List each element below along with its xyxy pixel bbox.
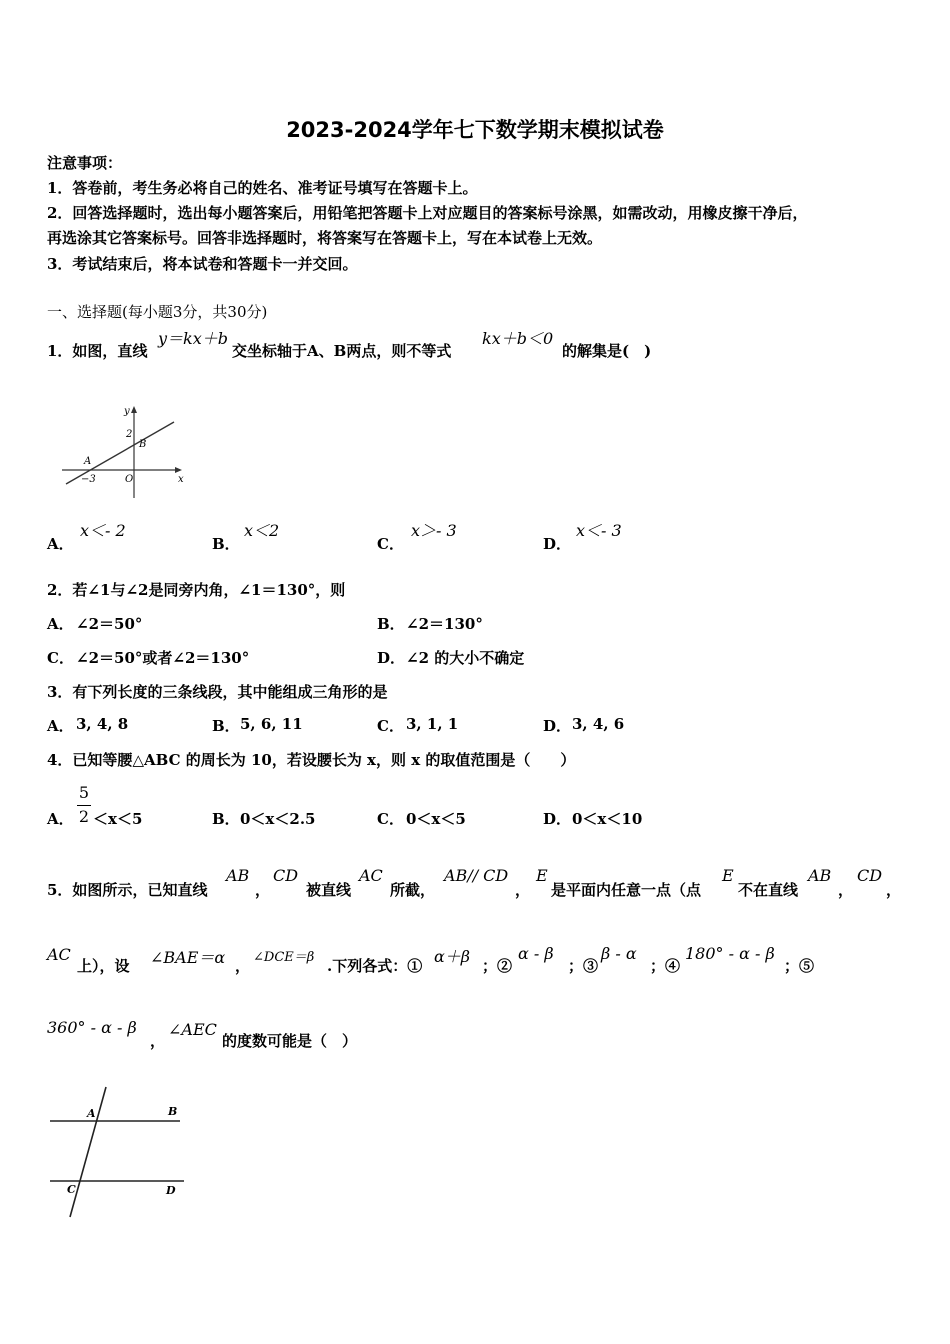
notice-item-2: 2．回答选择题时，选出每小题答案后，用铅笔把答题卡上对应题目的答案标号涂黑，如需改动，用橡皮擦干净后， — [47, 204, 808, 222]
q5-math-E2: E — [722, 866, 734, 885]
q5-line1-prefix: 5．如图所示，已知直线 — [47, 881, 208, 899]
notice-heading: 注意事项： — [47, 154, 123, 172]
q5-math-angle-BAE: ∠BAE＝α — [150, 948, 226, 967]
q4-option-a-label: A． — [47, 810, 74, 828]
label-minus3: −3 — [81, 474, 96, 485]
q5-math-CD: CD — [273, 866, 299, 885]
q4-fraction-numerator: 5 — [78, 783, 90, 802]
q5-math-E: E — [536, 866, 548, 885]
q5-text-shang: 上），设 — [77, 957, 130, 975]
q4-fraction-bar — [77, 805, 91, 806]
q5-text-notonline: 不在直线 — [738, 881, 799, 899]
point-C: C — [67, 1183, 76, 1196]
point-A: A — [87, 1107, 96, 1120]
q5-comma-5: ， — [235, 957, 251, 975]
q5-text-ending: 的度数可能是（ ） — [222, 1032, 358, 1050]
q3-option-d-label: D． — [543, 717, 572, 735]
q5-math-angle-AEC: ∠AEC — [168, 1020, 217, 1039]
q5-comma-2: ， — [515, 881, 531, 899]
q5-comma-1: ， — [255, 881, 271, 899]
q2-option-b-value: ∠2＝130° — [406, 615, 483, 633]
q5-math-AB2: AB — [808, 866, 832, 885]
q5-sep-5: ；⑤ — [784, 957, 815, 975]
label-O: O — [125, 474, 134, 485]
q1-option-d-label: D． — [543, 535, 572, 553]
q2-option-c-label: C． — [47, 649, 74, 667]
q1-option-a-label: A． — [47, 535, 74, 553]
q5-expr-4: 180° - α - β — [685, 944, 775, 963]
notice-item-1: 1．答卷前，考生务必将自己的姓名、准考证号填写在答题卡上。 — [47, 179, 478, 197]
q4-option-b-label: B． — [212, 810, 240, 828]
q5-math-parallel: AB// CD — [444, 866, 509, 885]
q5-expr-3: β - α — [601, 944, 637, 963]
q3-option-c-value: 3, 1, 1 — [406, 715, 459, 733]
q2-option-a-label: A． — [47, 615, 74, 633]
q2-option-d-label: D． — [377, 649, 406, 667]
q5-comma-3: ， — [838, 881, 854, 899]
q3-option-a-value: 3, 4, 8 — [76, 715, 129, 733]
label-y: y — [124, 406, 130, 417]
q5-sep-4: ；④ — [650, 957, 681, 975]
q1-option-d-value: x＜- 3 — [576, 521, 622, 540]
q3-option-b-value: 5, 6, 11 — [240, 715, 303, 733]
q2-option-a-value: ∠2＝50° — [76, 615, 143, 633]
q3-stem: 3．有下列长度的三条线段，其中能组成三角形的是 — [47, 683, 388, 701]
q4-option-c-label: C． — [377, 810, 404, 828]
q1-option-c-value: x＞- 3 — [411, 521, 457, 540]
q5-expr-5: 360° - α - β — [47, 1018, 137, 1037]
q5-comma-4: ， — [886, 881, 902, 899]
q1-graph-figure — [60, 398, 190, 500]
label-B: B — [139, 439, 147, 450]
notice-item-2-cont: 再选涂其它答案标号。回答非选择题时，将答案写在答题卡上，写在本试卷上无效。 — [47, 229, 603, 247]
label-x: x — [178, 474, 184, 485]
q5-math-AC2: AC — [47, 945, 71, 964]
q5-text-suojie: 所截， — [390, 881, 436, 899]
label-A: A — [84, 456, 92, 467]
q5-text-point: 是平面内任意一点（点 — [551, 881, 702, 899]
q3-option-d-value: 3, 4, 6 — [572, 715, 625, 733]
q1-expr-line: y＝kx＋b — [158, 329, 229, 348]
y-axis-arrow-icon — [131, 406, 137, 413]
section-heading: 一、选择题(每小题3分，共30分) — [47, 303, 268, 321]
q3-option-b-label: B． — [212, 717, 240, 735]
q4-option-d-label: D． — [543, 810, 572, 828]
notice-item-3: 3．考试结束后，将本试卷和答题卡一并交回。 — [47, 255, 358, 273]
q2-stem: 2．若∠1与∠2是同旁内角，∠1＝130°，则 — [47, 581, 346, 599]
q5-parallel-lines-figure — [46, 1083, 191, 1221]
x-axis-arrow-icon — [175, 467, 182, 473]
q4-option-a-value: ＜x＜5 — [93, 810, 143, 828]
q5-text-expressions: .下列各式：① — [327, 957, 423, 975]
q5-math-AC: AC — [359, 866, 383, 885]
q5-text-beizhixian: 被直线 — [306, 881, 352, 899]
q1-suffix: 的解集是( ) — [562, 342, 652, 360]
q4-option-b-value: 0＜x＜2.5 — [240, 810, 316, 828]
q5-expr-2: α - β — [518, 944, 554, 963]
q4-option-c-value: 0＜x＜5 — [406, 810, 466, 828]
q1-option-b-label: B． — [212, 535, 240, 553]
q4-fraction-denominator: 2 — [78, 807, 90, 826]
q1-prefix: 1．如图，直线 — [47, 342, 148, 360]
q5-math-angle-DCE: ∠DCE＝β — [253, 950, 315, 965]
point-B: B — [168, 1105, 178, 1118]
q1-option-a-value: x＜- 2 — [80, 521, 126, 540]
q1-expr-ineq: kx＋b＜0 — [482, 329, 554, 348]
q1-option-b-value: x＜2 — [244, 521, 280, 540]
q2-option-c-value: ∠2＝50°或者∠2＝130° — [76, 649, 250, 667]
q5-math-AB: AB — [226, 866, 250, 885]
q5-comma-6: ， — [150, 1032, 166, 1050]
q3-option-a-label: A． — [47, 717, 74, 735]
point-D: D — [166, 1184, 176, 1197]
q3-option-c-label: C． — [377, 717, 404, 735]
q1-middle: 交坐标轴于A、B两点，则不等式 — [232, 342, 452, 360]
q2-option-b-label: B． — [377, 615, 405, 633]
q4-stem: 4．已知等腰△ABC 的周长为 10，若设腰长为 x，则 x 的取值范围是（ ） — [47, 751, 576, 769]
q2-option-d-value: ∠2 的大小不确定 — [406, 649, 525, 667]
page-title: 2023-2024学年七下数学期末模拟试卷 — [286, 118, 664, 142]
q4-option-d-value: 0＜x＜10 — [572, 810, 643, 828]
q5-expr-1: α＋β — [434, 947, 471, 966]
q5-sep-2: ；② — [482, 957, 513, 975]
q1-option-c-label: C． — [377, 535, 404, 553]
label-2: 2 — [126, 429, 133, 440]
q5-sep-3: ；③ — [568, 957, 599, 975]
q5-math-CD2: CD — [857, 866, 883, 885]
